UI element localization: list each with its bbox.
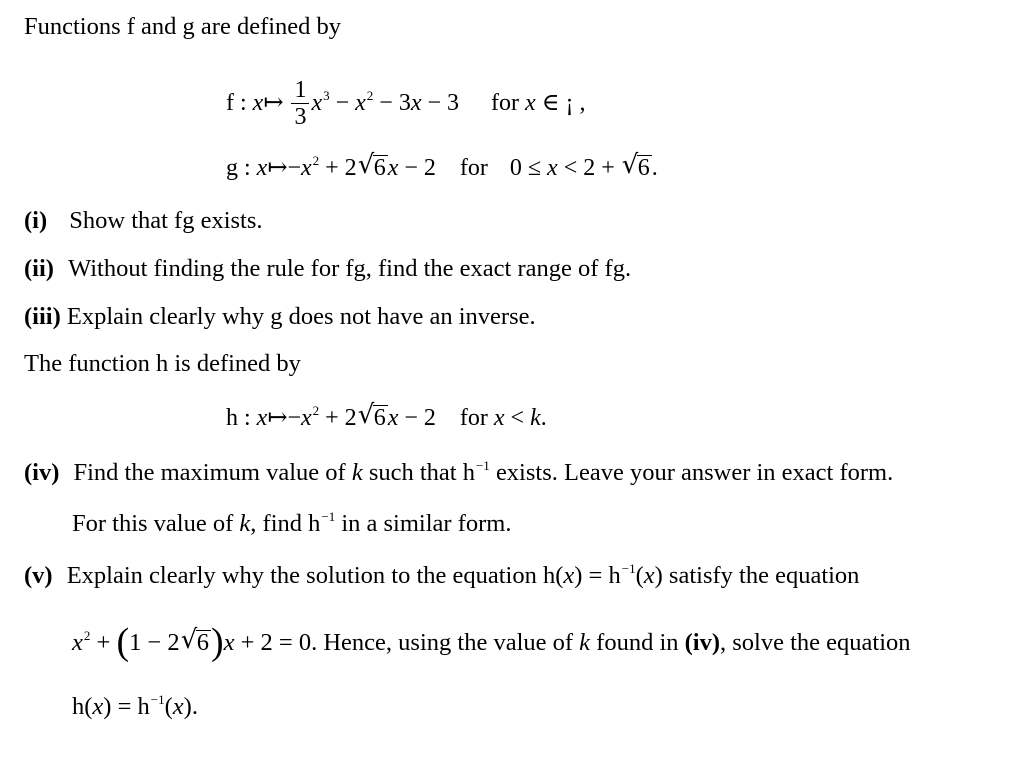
h-term-x-squared: x (300, 405, 312, 431)
quadratic-x-squared: x (72, 629, 83, 656)
h-intro-text: The function h is defined by (24, 350, 301, 377)
exponent: 2 (366, 88, 374, 104)
f-for-word: for (491, 90, 526, 117)
part-v-mid: ) = h (574, 562, 621, 589)
part-v2-text-b: found in (590, 629, 685, 656)
intro-text: Functions f and g are defined by (24, 13, 342, 40)
g-tail: − 2 (398, 155, 436, 181)
h-domain-end: . (540, 405, 547, 431)
radicand: 6 (373, 155, 386, 181)
part-v-text-b: ) satisfy the equation (654, 562, 860, 589)
exponent: 3 (323, 88, 330, 104)
f-rest: − 3 (373, 90, 411, 117)
one-third-fraction (291, 77, 309, 130)
radical-sign: √ (621, 150, 639, 180)
part-iv2-text-b: , find h (250, 510, 321, 537)
g-domain-var: x (547, 155, 558, 181)
sqrt-6 (621, 150, 652, 183)
maps-to-arrow: ↦ (263, 90, 284, 117)
part-v3-c: ( (164, 693, 173, 720)
g-neg: − (287, 155, 301, 181)
part-ii-text: Without finding the rule for fg, find the exact range of fg. (68, 255, 632, 282)
part-v3-b: ) = h (103, 693, 150, 720)
part-iv2-k: k (239, 510, 251, 537)
big-paren-open: ( (116, 621, 130, 663)
h-domain-k: k (530, 405, 541, 431)
part-v3-x1: x (92, 693, 104, 720)
part-i-label: (i) (24, 207, 48, 234)
part-iv (24, 458, 893, 491)
part-v-label: (v) (24, 562, 53, 589)
h-domain-rel: < (504, 405, 531, 431)
part-i-text: Show that fg exists. (69, 207, 263, 234)
quadratic-plus: + (90, 629, 117, 656)
f-term-x-squared: x (355, 90, 366, 117)
inverse-exponent: −1 (321, 509, 336, 524)
f-domain-rel: ∈ (535, 90, 566, 117)
part-v-paren-open: ( (635, 562, 644, 589)
f-domain-var: x (525, 90, 536, 117)
g-domain-start: 0 ≤ (509, 155, 548, 181)
inverse-exponent: −1 (621, 561, 636, 576)
part-iv-text-a: Find the maximum value of (73, 459, 352, 486)
part-iv2-text-c: in a similar form. (335, 510, 512, 537)
part-iv-text-c: exists. Leave your answer in exact form. (489, 459, 894, 486)
f-comma: , (573, 90, 586, 117)
part-iv2-text-a: For this value of (72, 510, 240, 537)
part-ii-label: (ii) (24, 255, 54, 282)
g-definition (226, 150, 658, 186)
h-lhs: h : (226, 405, 257, 431)
f-lhs: f : (226, 90, 253, 117)
part-i (24, 206, 263, 236)
g-lhs: g : (226, 155, 257, 181)
g-domain-mid: < 2 + (557, 155, 621, 181)
h-definition (226, 400, 547, 436)
sqrt-6 (180, 625, 211, 658)
part-v3-a: h( (72, 693, 93, 720)
sqrt-6 (357, 150, 388, 183)
f-term-x-cubed: x (311, 90, 323, 117)
part-v2-k: k (579, 629, 591, 656)
part-iii-text: Explain clearly why g does not have an inverse. (60, 303, 536, 330)
h-plus: + 2 (319, 405, 357, 431)
inverse-exponent: −1 (150, 692, 165, 707)
g-domain-end: . (651, 155, 658, 181)
quadratic-inner: 1 − 2 (129, 629, 180, 656)
part-v3-x2: x (172, 693, 184, 720)
f-term-x: x (410, 90, 422, 117)
radical-sign: √ (180, 625, 198, 655)
part-v2-text-a: . Hence, using the value of (311, 629, 580, 656)
quadratic-x: x (223, 629, 235, 656)
part-v (24, 561, 859, 594)
g-var: x (256, 155, 268, 181)
exponent: 2 (312, 153, 320, 168)
part-iv-k: k (351, 459, 363, 486)
h-term-x: x (387, 405, 399, 431)
part-iii-label: (iii) (24, 303, 61, 330)
fraction-denominator: 3 (294, 104, 307, 130)
g-for-word: for (459, 155, 488, 181)
maps-to-arrow: ↦ (267, 405, 288, 431)
h-neg: − (287, 405, 301, 431)
sqrt-6 (357, 400, 388, 433)
inverse-exponent: −1 (475, 458, 490, 473)
part-v-line-2 (72, 623, 911, 661)
maps-to-arrow: ↦ (267, 155, 288, 181)
part-v-text-a: Explain clearly why the solution to the equation h( (66, 562, 564, 589)
h-tail: − 2 (398, 405, 436, 431)
radicand: 6 (373, 405, 386, 431)
part-ii (24, 254, 631, 284)
part-iii (24, 302, 536, 332)
part-v-x1: x (563, 562, 575, 589)
part-iv-label: (iv) (24, 459, 60, 486)
f-minus: − (329, 90, 356, 117)
g-plus: + 2 (319, 155, 357, 181)
f-tail: − 3 (421, 90, 460, 117)
h-domain-var: x (493, 405, 505, 431)
part-iv-text-b: such that h (362, 459, 475, 486)
part-iv-line-2 (72, 509, 511, 542)
part-v-x2: x (643, 562, 655, 589)
f-var: x (252, 90, 264, 117)
part-v2-text-c: , solve the equation (720, 629, 911, 656)
radicand: 6 (637, 155, 650, 181)
radicand: 6 (196, 629, 209, 656)
f-definition (226, 78, 585, 131)
h-var: x (256, 405, 268, 431)
part-v3-d: ). (183, 693, 198, 720)
radical-sign: √ (357, 400, 375, 430)
part-v-line-3 (72, 692, 198, 725)
quadratic-rest: + 2 = 0 (234, 629, 312, 656)
radical-sign: √ (357, 150, 375, 180)
exponent: 2 (312, 403, 320, 418)
h-for-word: for (459, 405, 494, 431)
g-term-x: x (387, 155, 399, 181)
fraction-numerator: 1 (291, 77, 309, 104)
big-paren-close: ) (210, 621, 224, 663)
part-v2-ref: (iv) (684, 629, 721, 656)
g-term-x-squared: x (300, 155, 312, 181)
f-domain-set: ¡ (565, 90, 574, 117)
exponent: 2 (83, 628, 91, 643)
